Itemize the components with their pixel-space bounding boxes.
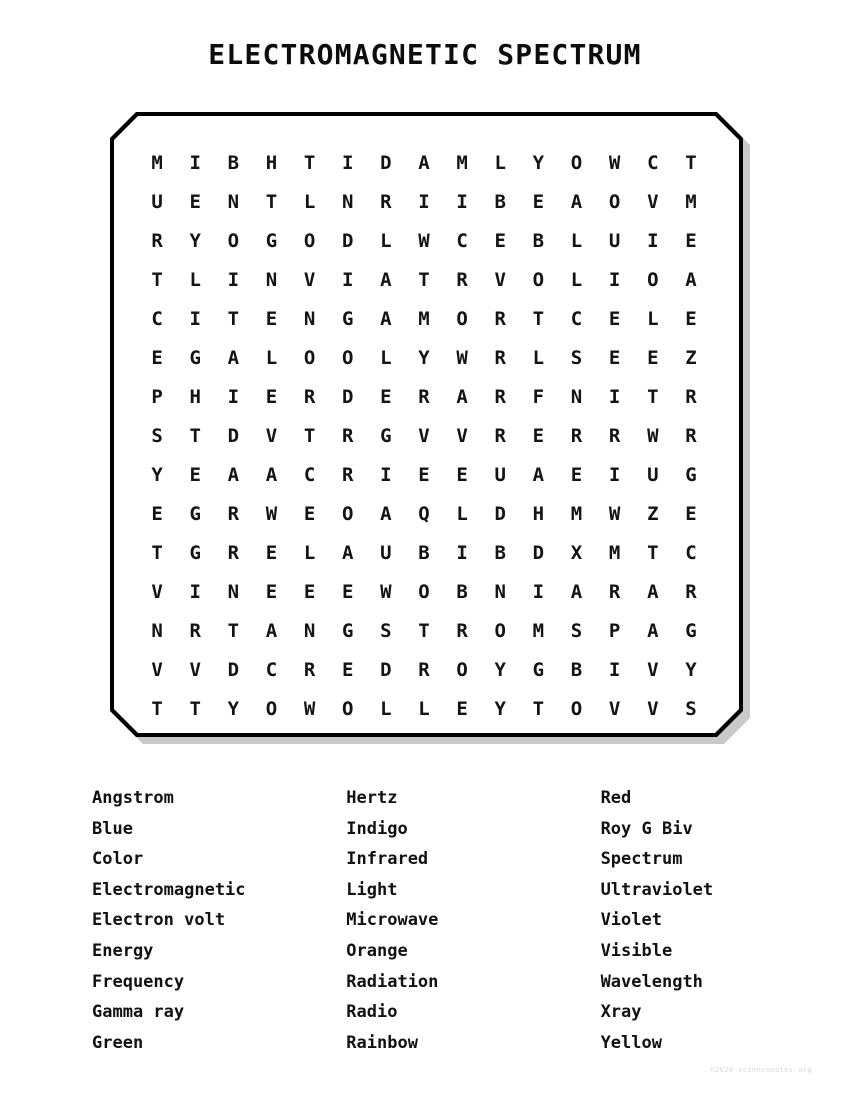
grid-cell[interactable]: R [189, 620, 201, 642]
grid-cell[interactable]: R [494, 347, 506, 369]
grid-cell[interactable]: I [380, 464, 392, 486]
grid-cell[interactable]: G [685, 464, 697, 486]
grid-cell[interactable]: A [647, 620, 659, 642]
grid-cell[interactable]: U [151, 191, 163, 213]
grid-cell[interactable]: Y [189, 230, 201, 252]
grid-cell[interactable]: O [608, 191, 621, 213]
grid-cell[interactable]: R [418, 659, 430, 681]
grid-cell[interactable]: Y [227, 698, 240, 720]
grid-cell[interactable]: R [685, 425, 697, 447]
grid-cell[interactable]: E [456, 464, 468, 486]
grid-cell[interactable]: R [685, 386, 697, 408]
grid-cell[interactable]: R [494, 308, 506, 330]
grid-cell[interactable]: V [418, 425, 430, 447]
grid-cell[interactable]: S [570, 347, 583, 369]
grid-cell[interactable]: A [380, 308, 392, 330]
grid-cell[interactable]: I [227, 269, 240, 291]
grid-cell[interactable]: N [570, 386, 583, 408]
grid-cell[interactable]: E [418, 464, 430, 486]
grid-cell[interactable]: G [380, 425, 392, 447]
grid-cell[interactable]: L [570, 230, 583, 252]
grid-cell[interactable]: O [303, 347, 316, 369]
grid-cell[interactable]: L [456, 503, 468, 525]
grid-cell[interactable]: I [647, 230, 659, 252]
grid-cell[interactable]: L [647, 308, 659, 330]
grid-cell[interactable]: V [647, 698, 659, 720]
grid-cell[interactable]: L [570, 269, 583, 291]
word-list-item[interactable]: Red [600, 788, 632, 808]
grid-cell[interactable]: A [380, 503, 392, 525]
grid-cell[interactable]: D [494, 503, 506, 525]
grid-cell[interactable]: F [532, 386, 545, 408]
grid-cell[interactable]: E [189, 464, 201, 486]
grid-cell[interactable]: E [608, 347, 621, 369]
grid-cell[interactable]: L [494, 152, 506, 174]
footer-credit: ©2020 sciencenotes.org [710, 1066, 812, 1074]
grid-cell[interactable]: G [189, 503, 201, 525]
grid-cell[interactable]: I [608, 659, 621, 681]
grid-cell[interactable]: X [570, 542, 583, 564]
grid-cell[interactable]: E [265, 542, 278, 564]
grid-cell[interactable]: I [418, 191, 430, 213]
grid-cell[interactable]: I [342, 152, 354, 174]
word-list [92, 783, 772, 1058]
grid-cell[interactable]: G [685, 620, 697, 642]
grid-cell[interactable]: E [342, 659, 354, 681]
grid-cell[interactable]: E [189, 191, 201, 213]
grid-cell[interactable]: R [227, 542, 240, 564]
grid-cell[interactable]: V [608, 698, 621, 720]
grid-cell[interactable]: A [647, 581, 659, 603]
grid-cell[interactable]: T [227, 620, 240, 642]
grid-cell[interactable]: B [456, 581, 468, 603]
grid-cell[interactable]: L [380, 230, 392, 252]
grid-cell[interactable]: V [303, 269, 316, 291]
grid-cell[interactable]: G [342, 620, 354, 642]
grid-cell[interactable]: I [456, 191, 468, 213]
grid-cell[interactable]: O [418, 581, 430, 603]
grid-cell[interactable]: A [456, 386, 468, 408]
grid-cell[interactable]: C [456, 230, 468, 252]
grid-cell[interactable]: I [189, 308, 201, 330]
word-list-item[interactable]: Ultraviolet [600, 879, 714, 900]
grid-cell[interactable]: H [265, 152, 278, 174]
grid-cell[interactable]: T [227, 308, 240, 330]
grid-cell[interactable]: C [570, 308, 583, 330]
grid-cell[interactable]: E [608, 308, 621, 330]
grid-cell[interactable]: O [342, 698, 354, 720]
grid-cell[interactable]: N [342, 191, 354, 213]
grid-cell[interactable]: S [151, 425, 163, 447]
grid-cell[interactable]: W [265, 503, 278, 525]
grid-cell[interactable]: D [342, 230, 354, 252]
grid-cell[interactable]: R [418, 386, 430, 408]
word-list-item[interactable]: Infrared [346, 849, 429, 870]
grid-cell[interactable]: A [265, 620, 278, 642]
grid-cell[interactable]: G [189, 542, 201, 564]
grid-cell[interactable]: T [303, 152, 316, 174]
grid-cell[interactable]: Q [418, 503, 430, 525]
grid-cell[interactable]: B [532, 230, 545, 252]
grid-cell[interactable]: T [151, 542, 163, 564]
word-list-item[interactable]: Light [346, 879, 398, 900]
word-list-column [601, 783, 772, 1058]
grid-cell[interactable]: D [227, 425, 240, 447]
grid-cell[interactable]: D [227, 659, 240, 681]
grid-cell[interactable]: A [685, 269, 697, 291]
grid-cell[interactable]: C [151, 308, 163, 330]
grid-cell[interactable]: I [608, 386, 621, 408]
grid-cell[interactable]: A [380, 269, 392, 291]
grid-cell[interactable]: R [303, 386, 316, 408]
grid-cell[interactable]: W [647, 425, 659, 447]
grid-cell[interactable]: T [685, 152, 697, 174]
word-list-item[interactable]: Angstrom [92, 788, 174, 808]
grid-cell[interactable]: V [647, 659, 659, 681]
grid-cell[interactable]: E [685, 308, 697, 330]
grid-cell[interactable]: W [608, 503, 621, 525]
grid-cell[interactable]: E [380, 386, 392, 408]
word-list-item[interactable]: Roy G Biv [600, 818, 693, 839]
grid-cell[interactable]: R [685, 581, 697, 603]
word-list-item[interactable]: Rainbow [346, 1032, 418, 1053]
grid-cell[interactable]: W [608, 152, 621, 174]
grid-cell[interactable]: L [380, 698, 392, 720]
grid-cell[interactable]: E [685, 230, 697, 252]
grid-cell[interactable]: R [456, 269, 468, 291]
grid-cell[interactable]: W [418, 230, 430, 252]
grid-cell[interactable]: D [380, 659, 392, 681]
grid-cell[interactable]: U [647, 464, 659, 486]
word-list-item[interactable]: Violet [600, 910, 662, 931]
grid-cell[interactable]: U [494, 464, 506, 486]
word-list-item[interactable]: Microwave [346, 910, 439, 931]
grid-cell[interactable]: O [494, 620, 506, 642]
grid-cell[interactable]: V [456, 425, 468, 447]
grid-cell[interactable]: C [647, 152, 659, 174]
grid-cell[interactable]: R [342, 464, 354, 486]
grid-cell[interactable]: H [532, 503, 545, 525]
grid-cell[interactable]: M [532, 620, 545, 642]
grid-cell[interactable]: N [303, 308, 316, 330]
grid-cell[interactable]: N [303, 620, 316, 642]
grid-cell[interactable]: O [342, 347, 354, 369]
grid-cell[interactable]: G [265, 230, 278, 252]
grid-cell[interactable]: T [151, 698, 163, 720]
grid-cell[interactable]: R [227, 503, 240, 525]
grid-cell[interactable]: N [265, 269, 278, 291]
word-list-item[interactable]: Indigo [346, 818, 408, 839]
word-list-item[interactable]: Radio [346, 1002, 398, 1023]
grid-cell[interactable]: O [456, 308, 468, 330]
grid-cell[interactable]: L [265, 347, 278, 369]
grid-cell[interactable]: Y [494, 659, 506, 681]
grid-cell[interactable]: T [532, 698, 545, 720]
word-list-item[interactable]: Wavelength [600, 971, 703, 992]
grid-cell[interactable]: G [532, 659, 545, 681]
word-list-item[interactable]: Visible [600, 940, 673, 961]
grid-cell[interactable]: R [608, 425, 621, 447]
grid-cell[interactable]: P [608, 620, 621, 642]
grid-cell[interactable]: E [151, 347, 163, 369]
word-list-item[interactable]: Color [92, 849, 144, 870]
grid-cell[interactable]: O [570, 152, 583, 174]
grid-cell[interactable]: E [494, 230, 506, 252]
grid-cell[interactable]: S [570, 620, 583, 642]
grid-cell[interactable]: A [570, 581, 583, 603]
grid-cell[interactable]: Z [647, 503, 659, 525]
word-list-item[interactable]: Hertz [346, 788, 398, 808]
grid-cell[interactable]: D [342, 386, 354, 408]
word-list-item[interactable]: Orange [346, 940, 408, 961]
grid-cell[interactable]: T [647, 542, 659, 564]
word-list-item[interactable]: Yellow [600, 1032, 662, 1053]
grid-cell[interactable]: A [418, 152, 430, 174]
grid-cell[interactable]: O [303, 230, 316, 252]
grid-cell[interactable]: P [151, 386, 163, 408]
grid-cell[interactable]: O [647, 269, 659, 291]
word-list-item[interactable]: Radiation [346, 971, 439, 992]
grid-cell[interactable]: N [227, 191, 240, 213]
word-list-item[interactable]: Spectrum [600, 849, 683, 870]
grid-cell[interactable]: E [456, 698, 468, 720]
grid-cell[interactable]: E [532, 425, 545, 447]
grid-cell[interactable]: I [608, 464, 621, 486]
grid-cell[interactable]: M [608, 542, 621, 564]
grid-cell[interactable]: R [494, 425, 506, 447]
grid-cell[interactable]: Y [685, 659, 697, 681]
word-list-column [346, 783, 600, 1058]
grid-cell[interactable]: E [342, 581, 354, 603]
grid-cell[interactable]: A [227, 464, 240, 486]
grid-cell[interactable]: E [532, 191, 545, 213]
grid-cell[interactable]: R [151, 230, 163, 252]
grid-cell[interactable]: R [342, 425, 354, 447]
grid-cell[interactable]: E [303, 581, 316, 603]
word-list-item[interactable]: Electromagnetic [92, 879, 246, 900]
grid-cell[interactable]: T [418, 269, 430, 291]
word-list-item[interactable]: Green [92, 1032, 144, 1053]
grid-cell[interactable]: M [456, 152, 468, 174]
grid-cell[interactable]: R [380, 191, 392, 213]
grid-cell[interactable]: A [532, 464, 545, 486]
grid-cell[interactable]: N [227, 581, 240, 603]
grid-cell[interactable]: M [151, 152, 163, 174]
word-list-item[interactable]: Energy [92, 940, 154, 961]
grid-cell[interactable]: Y [532, 152, 545, 174]
word-list-item[interactable]: Gamma ray [92, 1002, 185, 1023]
grid-cell[interactable]: V [151, 659, 163, 681]
grid-cell[interactable]: R [494, 386, 506, 408]
grid-cell[interactable]: C [303, 464, 316, 486]
grid-cell[interactable]: H [189, 386, 201, 408]
grid-cell[interactable]: B [494, 542, 506, 564]
grid-cell[interactable]: E [151, 503, 163, 525]
grid-cell[interactable]: T [265, 191, 278, 213]
grid-cell[interactable]: W [380, 581, 392, 603]
grid-cell[interactable]: V [265, 425, 278, 447]
grid-cell[interactable]: M [418, 308, 430, 330]
grid-cell[interactable]: E [265, 308, 278, 330]
grid-cell[interactable]: B [227, 152, 240, 174]
word-list-item[interactable]: Electron volt [92, 910, 226, 931]
grid-cell[interactable]: E [570, 464, 583, 486]
grid-cell[interactable]: I [342, 269, 354, 291]
grid-cell[interactable]: C [685, 542, 697, 564]
grid-cell[interactable]: I [608, 269, 621, 291]
grid-cell[interactable]: T [303, 425, 316, 447]
grid-cell[interactable]: O [532, 269, 545, 291]
grid-cell[interactable]: E [265, 581, 278, 603]
grid-cell[interactable]: R [303, 659, 316, 681]
grid-cell[interactable]: I [189, 581, 201, 603]
grid-cell[interactable]: V [494, 269, 506, 291]
grid-cell[interactable]: N [494, 581, 506, 603]
letter-grid [138, 144, 710, 729]
grid-cell[interactable]: N [151, 620, 163, 642]
grid-cell[interactable]: B [418, 542, 430, 564]
grid-cell[interactable]: T [532, 308, 545, 330]
grid-cell[interactable]: T [151, 269, 163, 291]
grid-cell[interactable]: E [265, 386, 278, 408]
grid-cell[interactable]: R [456, 620, 468, 642]
grid-cell[interactable]: O [570, 698, 583, 720]
grid-cell[interactable]: E [647, 347, 659, 369]
grid-cell[interactable]: V [151, 581, 163, 603]
grid-cell[interactable]: E [685, 503, 697, 525]
grid-cell[interactable]: G [342, 308, 354, 330]
grid-cell[interactable]: T [647, 386, 659, 408]
word-list-item[interactable]: Frequency [92, 971, 185, 992]
grid-cell[interactable]: O [342, 503, 354, 525]
grid-cell[interactable]: R [570, 425, 583, 447]
grid-cell[interactable]: Y [418, 347, 430, 369]
grid-cell[interactable]: V [647, 191, 659, 213]
grid-cell[interactable]: A [265, 464, 278, 486]
grid-cell[interactable]: L [303, 191, 316, 213]
grid-cell[interactable]: Y [494, 698, 506, 720]
grid-cell[interactable]: L [532, 347, 545, 369]
grid-cell[interactable]: M [570, 503, 583, 525]
word-list-column [92, 783, 346, 1058]
grid-cell[interactable]: Z [685, 347, 697, 369]
grid-cell[interactable]: W [456, 347, 468, 369]
grid-cell[interactable]: B [570, 659, 583, 681]
grid-cell[interactable]: L [418, 698, 430, 720]
grid-cell[interactable]: I [189, 152, 201, 174]
grid-cell[interactable]: O [227, 230, 240, 252]
grid-cell[interactable]: A [227, 347, 240, 369]
grid-cell[interactable]: O [265, 698, 278, 720]
grid-cell[interactable]: O [456, 659, 468, 681]
word-list-item[interactable]: Blue [92, 818, 133, 839]
grid-cell[interactable]: Y [151, 464, 163, 486]
grid-cell[interactable]: I [456, 542, 468, 564]
grid-cell[interactable]: D [532, 542, 545, 564]
grid-cell[interactable]: R [608, 581, 621, 603]
grid-cell[interactable]: I [532, 581, 545, 603]
grid-cell[interactable]: T [189, 425, 201, 447]
page-title: ELECTROMAGNETIC SPECTRUM [208, 38, 642, 71]
grid-cell[interactable]: L [380, 347, 392, 369]
grid-cell[interactable]: E [303, 503, 316, 525]
grid-cell[interactable]: V [189, 659, 201, 681]
grid-cell[interactable]: B [494, 191, 506, 213]
grid-cell[interactable]: W [303, 698, 316, 720]
grid-cell[interactable]: U [380, 542, 392, 564]
grid-cell[interactable]: D [380, 152, 392, 174]
grid-cell[interactable]: S [380, 620, 392, 642]
grid-cell[interactable]: L [303, 542, 316, 564]
grid-cell[interactable]: A [342, 542, 354, 564]
grid-cell[interactable]: G [189, 347, 201, 369]
grid-cell[interactable]: M [685, 191, 697, 213]
grid-cell[interactable]: L [189, 269, 201, 291]
word-list-item[interactable]: Xray [600, 1002, 642, 1023]
grid-cell[interactable]: C [265, 659, 278, 681]
grid-cell[interactable]: A [570, 191, 583, 213]
grid-cell[interactable]: T [189, 698, 201, 720]
grid-cell[interactable]: I [227, 386, 240, 408]
grid-cell[interactable]: S [685, 698, 697, 720]
grid-cell[interactable]: T [418, 620, 430, 642]
word-search-puzzle [110, 112, 750, 744]
grid-cell[interactable]: U [608, 230, 621, 252]
